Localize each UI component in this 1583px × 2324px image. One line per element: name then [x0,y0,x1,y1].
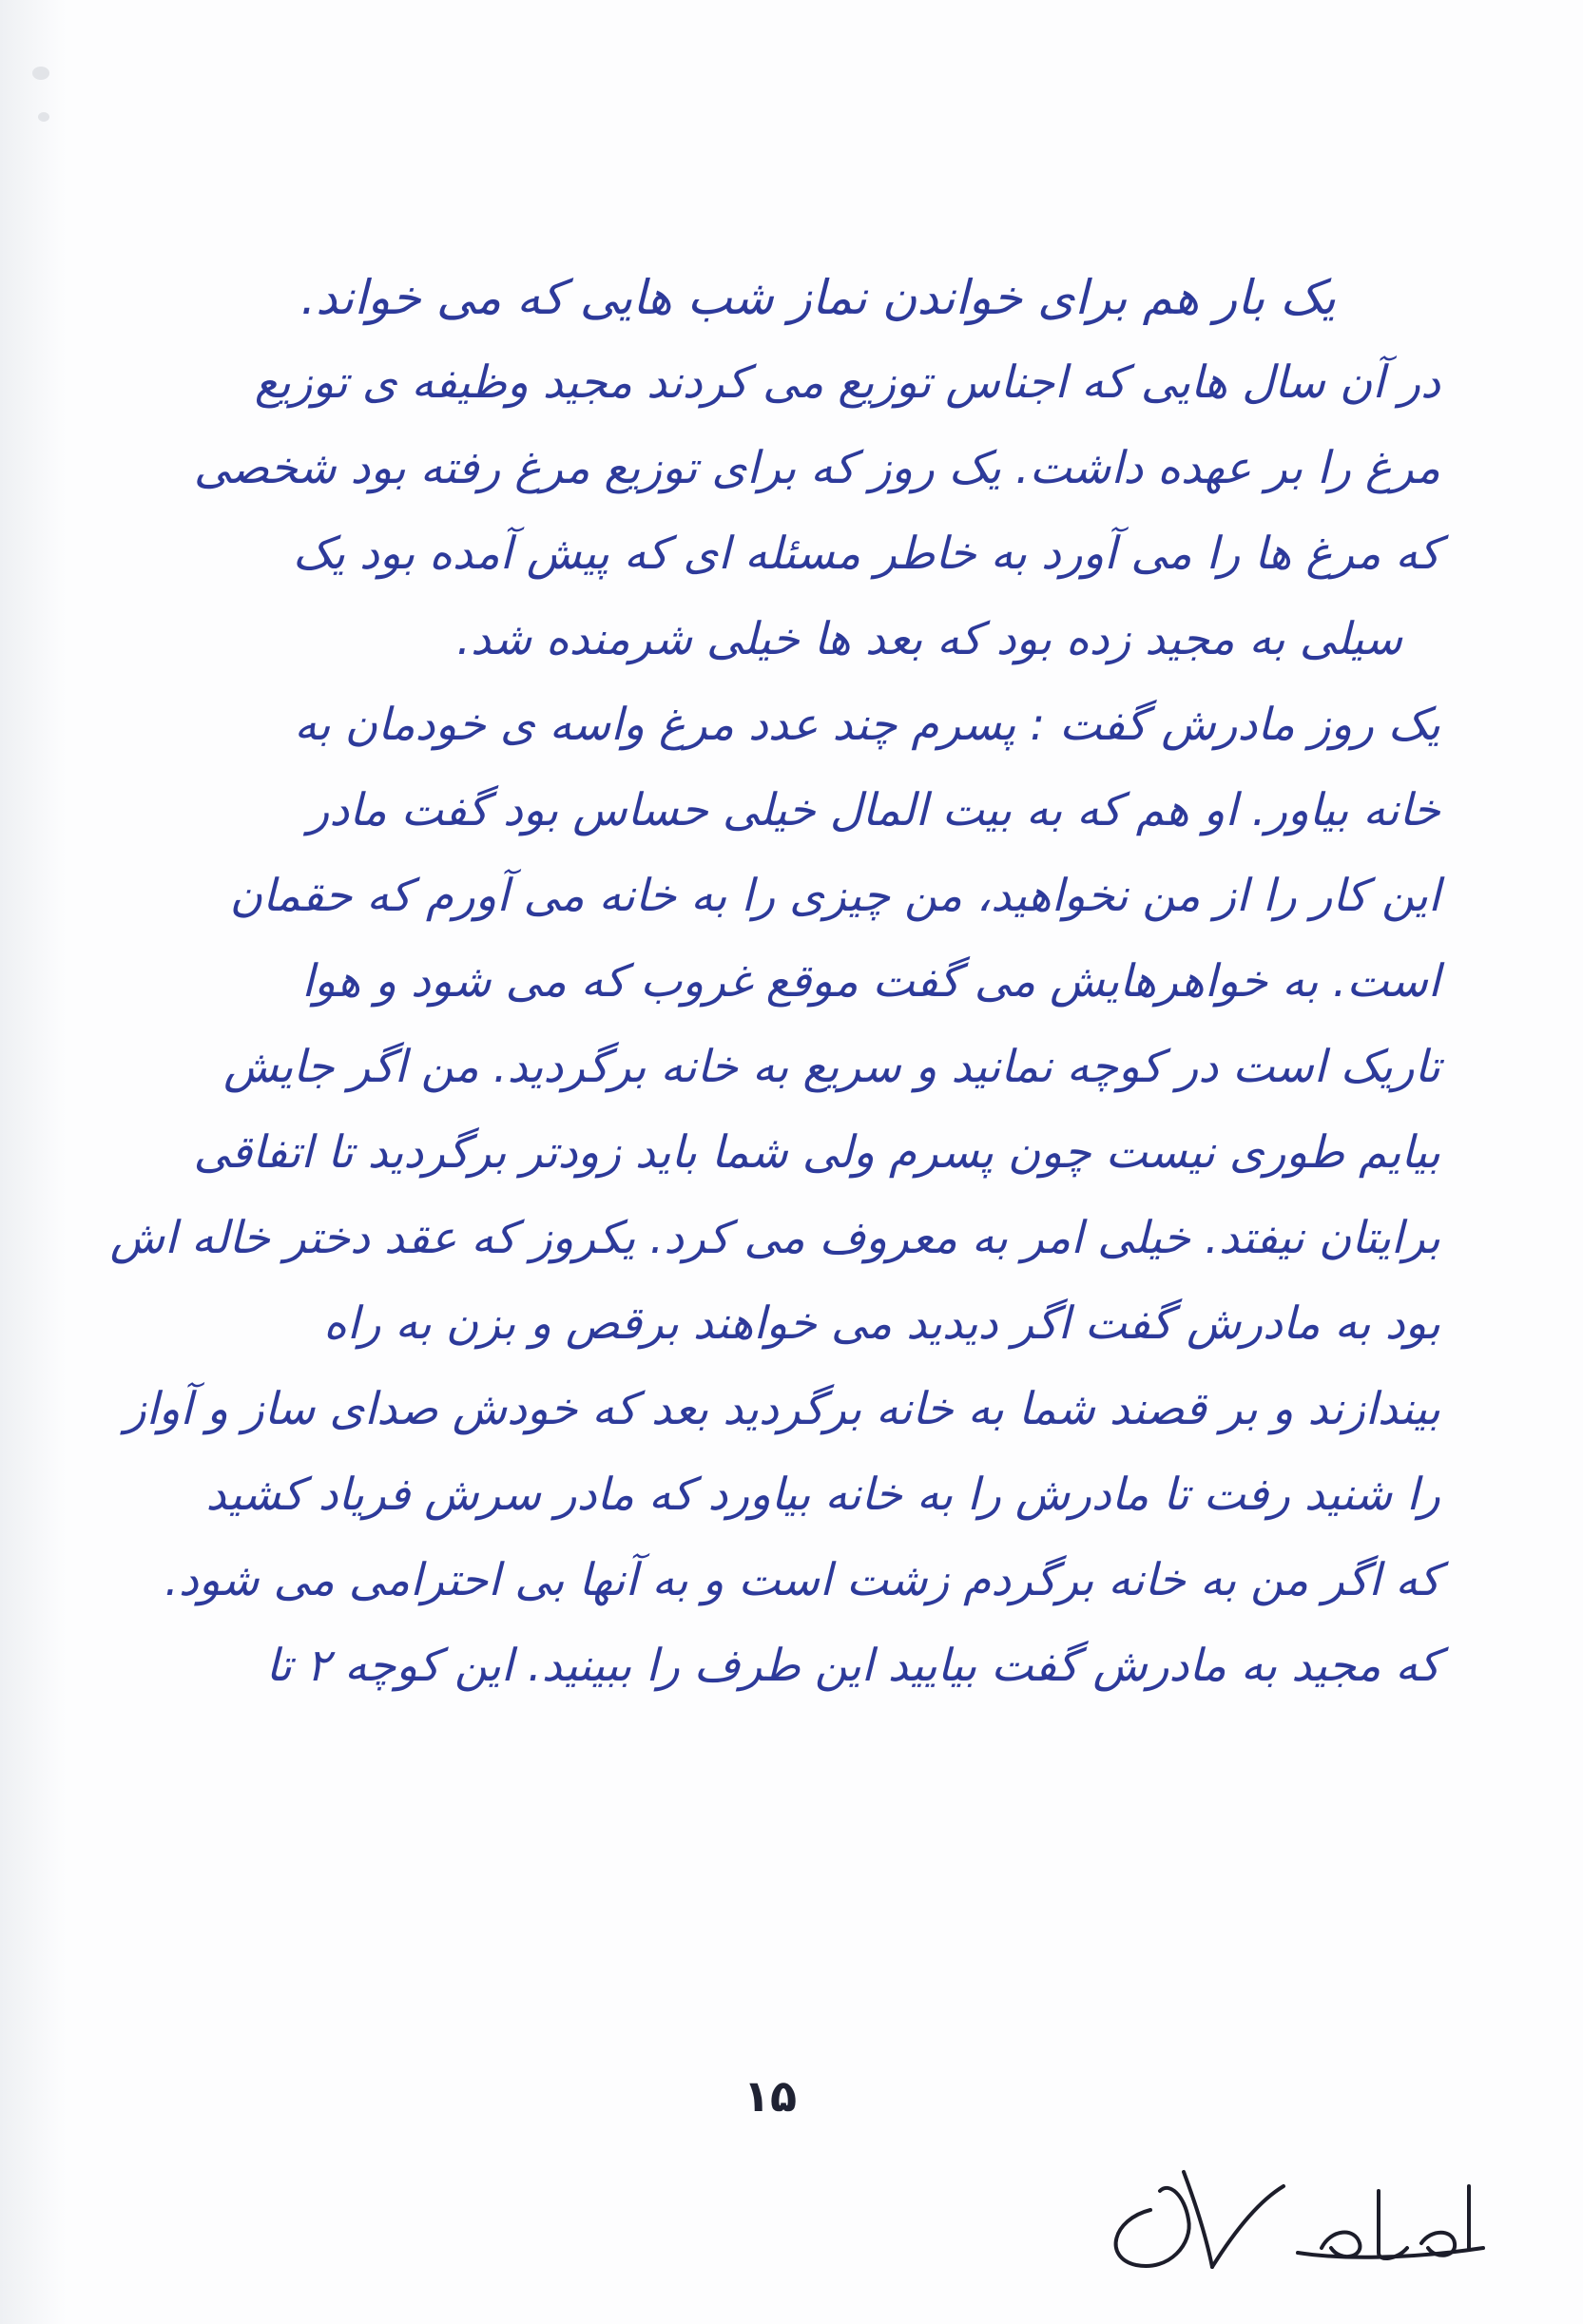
handwritten-text-block [90,255,1440,1709]
text-line: مرغ را بر عهده داشت. یک روز که برای توزیع مرغ رفته بود شخصی [193,442,1440,494]
text-line: این کار را از من نخواهید، من چیزی را به خانه می آورم که حقمان [229,870,1440,922]
punch-hole [32,67,49,80]
text-line: بیایم طوری نیست چون پسرم ولی شما باید زودتر برگردید تا اتفاقی [193,1126,1440,1179]
text-line: که اگر من به خانه برگردم زشت است و به آنها بی احترامی می شود. [164,1554,1440,1606]
punch-hole [38,112,49,122]
text-line: است. به خواهرهایش می گفت موقع غروب که می شود و هوا [301,955,1440,1008]
text-line: بود به مادرش گفت اگر دیدید می خواهند برقص و بزن به راه [323,1297,1440,1350]
text-line: یک روز مادرش گفت : پسرم چند عدد مرغ واسه ی خودمان به [294,699,1440,751]
text-line: سیلی به مجید زده بود که بعد ها خیلی شرمنده شد. [456,613,1402,665]
binding-edge [0,0,67,2324]
text-line: در آن سال هایی که اجناس توزیع می کردند مجید وظیفه ی توزیع [254,356,1440,409]
signature [1093,2153,1493,2276]
text-line: بیندازند و بر قصند شما به خانه برگردید بعد که خودش صدای ساز و آواز [124,1383,1440,1435]
text-line: تاریک است در کوچه نمانید و سریع به خانه برگردید. من اگر جایش [223,1041,1440,1093]
page-number: ۱۵ [743,2070,798,2122]
text-line: برایتان نیفتد. خیلی امر به معروف می کرد. یکروز که عقد دختر خاله اش [109,1212,1440,1264]
text-line: را شنید رفت تا مادرش را به خانه بیاورد که مادر سرش فریاد کشید [205,1469,1440,1521]
text-line: که مجید به مادرش گفت بیایید این طرف را ببینید. این کوچه ۲ تا [265,1640,1440,1692]
text-line: خانه بیاور. او هم که به بیت المال خیلی حساس بود گفت مادر [307,784,1440,836]
text-line: یک بار هم برای خواندن نماز شب هایی که می خواند. [300,270,1336,325]
handwritten-signature-icon [1093,2153,1493,2276]
text-line: که مرغ ها را می آورد به خاطر مسئله ای که پیش آمده بود یک [292,528,1440,580]
